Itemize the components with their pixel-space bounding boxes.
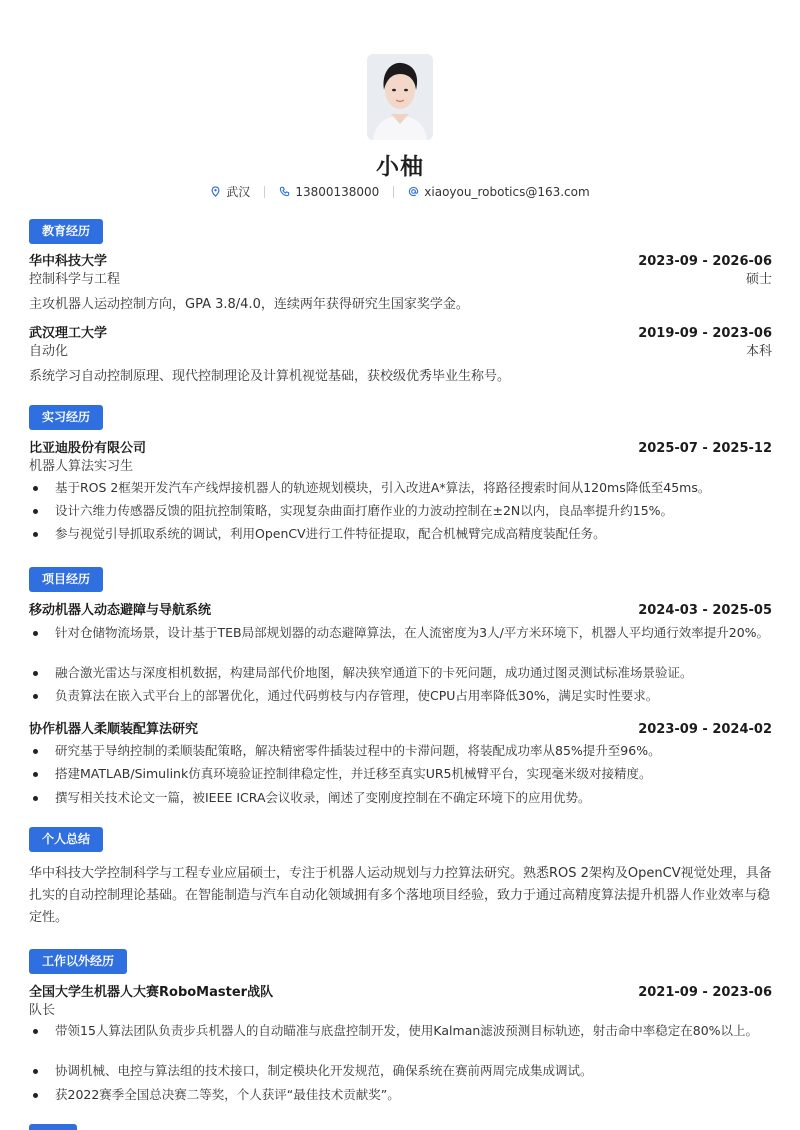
list-item: 融合激光雷达与深度相机数据，构建局部代价地图，解决狭窄通道下的卡死问题，成功通过图灵测试标准场景验证。: [29, 664, 772, 682]
section-title-internship: 实习经历: [29, 405, 103, 430]
education-dates: 2019-09 - 2023-06: [638, 326, 772, 341]
school-name: 华中科技大学: [29, 254, 108, 269]
phone-text: 13800138000: [295, 184, 380, 199]
education-entry-2-subheader: [29, 343, 772, 360]
section-title-summary: 个人总结: [29, 827, 103, 852]
major: 控制科学与工程: [29, 272, 121, 287]
education-dates: 2023-09 - 2026-06: [638, 254, 772, 269]
organization-name: 全国大学生机器人大赛RoboMaster战队: [29, 985, 274, 1000]
list-item: 带领15人算法团队负责步兵机器人的自动瞄准与底盘控制开发，使用Kalman滤波预测目标轨迹，射击命中率稳定在80%以上。: [29, 1022, 772, 1040]
degree: 硕士: [745, 272, 772, 287]
project-dates: 2024-03 - 2025-05: [638, 603, 772, 618]
extra-role: 队长: [29, 1003, 56, 1018]
profile-photo: [367, 54, 433, 140]
major: 自动化: [29, 344, 69, 359]
summary-text: 华中科技大学控制科学与工程专业应届硕士，专注于机器人运动规划与力控算法研究。熟悉ROS 2架构及OpenCV视觉处理，具备扎实的自动控制理论基础。在智能制造与汽车自动化领域拥有多个落地项目经验，致力于通过高精度算法提升机器人作业效率与稳定性。: [29, 866, 772, 925]
project-name: 移动机器人动态避障与导航系统: [29, 603, 212, 618]
next-section-badge: [29, 1124, 77, 1130]
contact-divider: [393, 186, 394, 198]
extra-header: [29, 984, 772, 1001]
list-item: 基于ROS 2框架开发汽车产线焊接机器人的轨迹规划模块，引入改进A*算法，将路径搜索时间从120ms降低至45ms。: [29, 479, 772, 497]
extra-dates: 2021-09 - 2023-06: [638, 985, 772, 1000]
candidate-name: 小柚: [376, 154, 424, 180]
section-title-projects: 项目经历: [29, 567, 103, 592]
contact-info: [0, 183, 800, 200]
location-pin-icon: [210, 186, 221, 197]
email-text: xiaoyou_robotics@163.com: [424, 184, 590, 199]
list-item: 搭建MATLAB/Simulink仿真环境验证控制律稳定性，并迁移至真实UR5机械臂平台，实现毫米级对接精度。: [29, 765, 772, 783]
section-title-extra: 工作以外经历: [29, 949, 127, 974]
contact-phone: [279, 185, 379, 199]
location-text: 武汉: [226, 185, 251, 199]
extra-role-row: [29, 1002, 772, 1019]
contact-divider: [264, 186, 265, 198]
company-name: 比亚迪股份有限公司: [29, 441, 147, 456]
contact-location: [210, 183, 250, 200]
at-sign-icon: [408, 186, 419, 197]
education-entry-1-description: 主攻机器人运动控制方向，GPA 3.8/4.0，连续两年获得研究生国家奖学金。: [29, 297, 469, 312]
list-item: 设计六维力传感器反馈的阻抗控制策略，实现复杂曲面打磨作业的力波动控制在±2N以内，良品率提升约15%。: [29, 502, 772, 520]
internship-header: [29, 440, 772, 457]
education-entry-2-description: 系统学习自动控制原理、现代控制理论及计算机视觉基础，获校级优秀毕业生称号。: [29, 369, 511, 384]
education-entry-1-header: [29, 253, 772, 270]
project-1-header: [29, 602, 772, 619]
project-dates: 2023-09 - 2024-02: [638, 722, 772, 737]
degree: 本科: [745, 344, 772, 359]
list-item: 撰写相关技术论文一篇，被IEEE ICRA会议收录，阐述了变刚度控制在不确定环境下的应用优势。: [29, 789, 772, 807]
project-name: 协作机器人柔顺装配算法研究: [29, 722, 199, 737]
internship-role-row: [29, 458, 772, 475]
list-item: 负责算法在嵌入式平台上的部署优化，通过代码剪枝与内存管理，使CPU占用率降低30%，满足实时性要求。: [29, 687, 772, 705]
internship-dates: 2025-07 - 2025-12: [638, 441, 772, 456]
list-item: 研究基于导纳控制的柔顺装配策略，解决精密零件插装过程中的卡滞问题，将装配成功率从85%提升至96%。: [29, 742, 772, 760]
school-name: 武汉理工大学: [29, 326, 108, 341]
list-item: 获2022赛季全国总决赛二等奖，个人获评“最佳技术贡献奖”。: [29, 1086, 772, 1104]
education-entry-1-subheader: [29, 271, 772, 288]
list-item: 参与视觉引导抓取系统的调试，利用OpenCV进行工件特征提取，配合机械臂完成高精度装配任务。: [29, 525, 772, 543]
education-entry-2-header: [29, 325, 772, 342]
list-item: 协调机械、电控与算法组的技术接口，制定模块化开发规范，确保系统在赛前两周完成集成调试。: [29, 1062, 772, 1080]
contact-email: [408, 185, 589, 199]
section-title-education: 教育经历: [29, 219, 103, 244]
list-item: 针对仓储物流场景，设计基于TEB局部规划器的动态避障算法，在人流密度为3人/平方米环境下，机器人平均通行效率提升20%。: [29, 624, 772, 642]
phone-icon: [279, 186, 290, 197]
internship-role: 机器人算法实习生: [29, 459, 134, 474]
project-2-header: [29, 721, 772, 738]
